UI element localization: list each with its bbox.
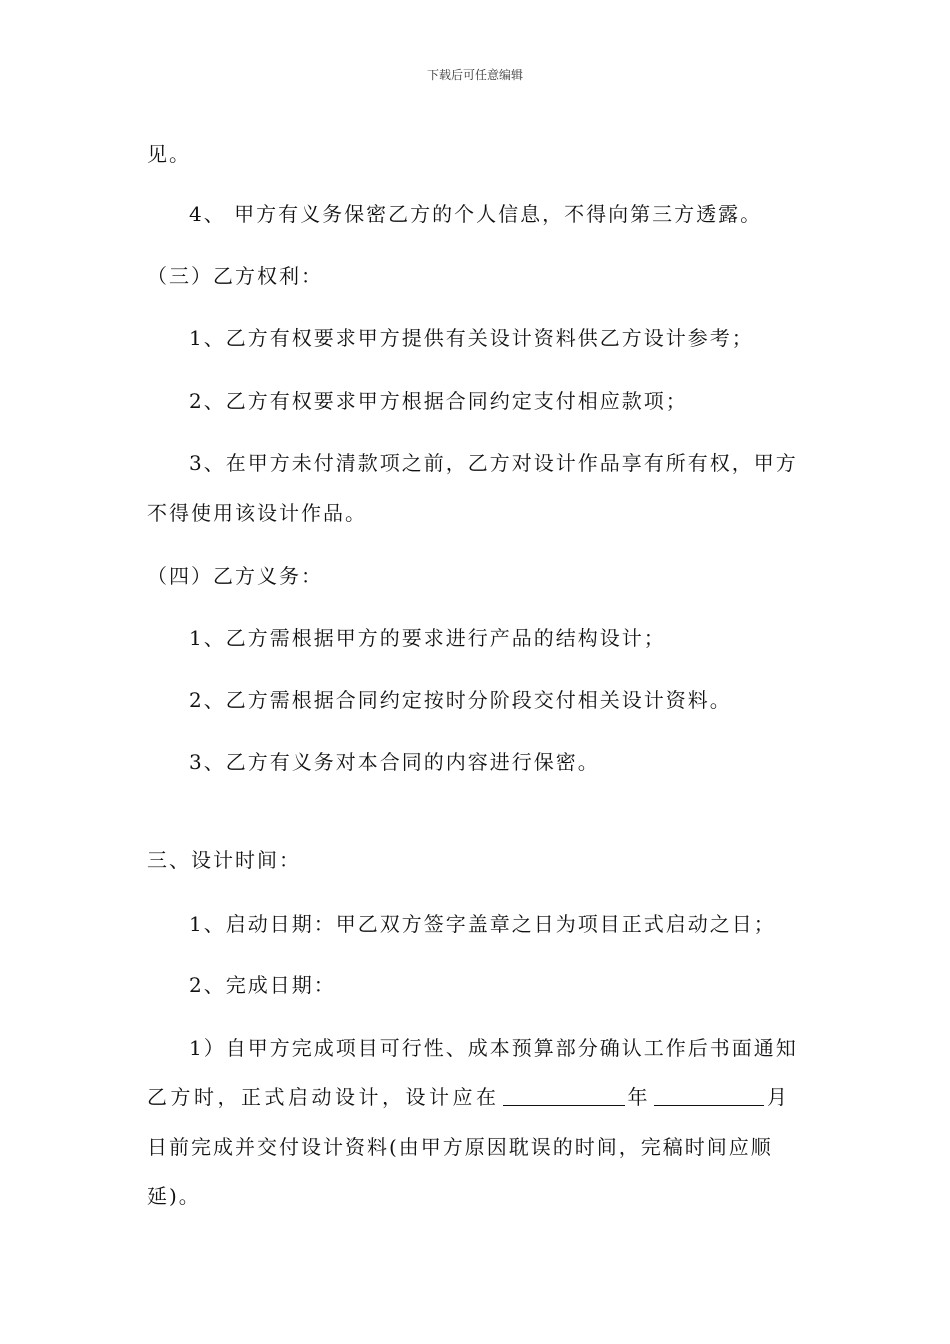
section-heading-design-time: 三、设计时间： (147, 848, 301, 872)
month-label: 月 (767, 1085, 791, 1109)
section-heading-party-b-obligations: （四）乙方义务： (147, 564, 323, 588)
party-b-right-3-line1: 3、在甲方未付清款项之前，乙方对设计作品享有所有权，甲方 (189, 451, 798, 475)
page-header: 下载后可任意编辑 (426, 68, 523, 82)
party-b-right-2: 2、乙方有权要求甲方根据合同约定支付相应款项； (189, 389, 688, 413)
year-label: 年 (627, 1085, 651, 1109)
completion-clause-line3: 日前完成并交付设计资料(由甲方原因耽误的时间，完稿时间应顺 (147, 1135, 773, 1159)
party-a-obligation-4: 4、 甲方有义务保密乙方的个人信息，不得向第三方透露。 (189, 202, 763, 226)
party-b-obligation-1: 1、乙方需根据甲方的要求进行产品的结构设计； (189, 626, 666, 650)
party-b-right-3-line2: 不得使用该设计作品。 (147, 501, 367, 525)
completion-clause-line2 (147, 1085, 791, 1109)
party-b-right-1: 1、乙方有权要求甲方提供有关设计资料供乙方设计参考； (189, 326, 754, 350)
party-b-obligation-2: 2、乙方需根据合同约定按时分阶段交付相关设计资料。 (189, 688, 732, 712)
completion-clause-line4: 延)。 (147, 1184, 201, 1208)
party-b-obligation-3: 3、乙方有义务对本合同的内容进行保密。 (189, 750, 600, 774)
completion-date-heading: 2、完成日期： (189, 973, 336, 997)
section-heading-party-b-rights: （三）乙方权利： (147, 264, 323, 288)
month-blank[interactable] (654, 1087, 764, 1106)
paragraph-continuation: 见。 (147, 142, 191, 166)
start-date-clause: 1、启动日期：甲乙双方签字盖章之日为项目正式启动之日； (189, 912, 776, 936)
year-blank[interactable] (503, 1087, 625, 1106)
completion-clause-line1: 1）自甲方完成项目可行性、成本预算部分确认工作后书面通知 (189, 1036, 798, 1060)
completion-clause-text: 乙方时，正式启动设计，设计应在 (147, 1085, 500, 1109)
